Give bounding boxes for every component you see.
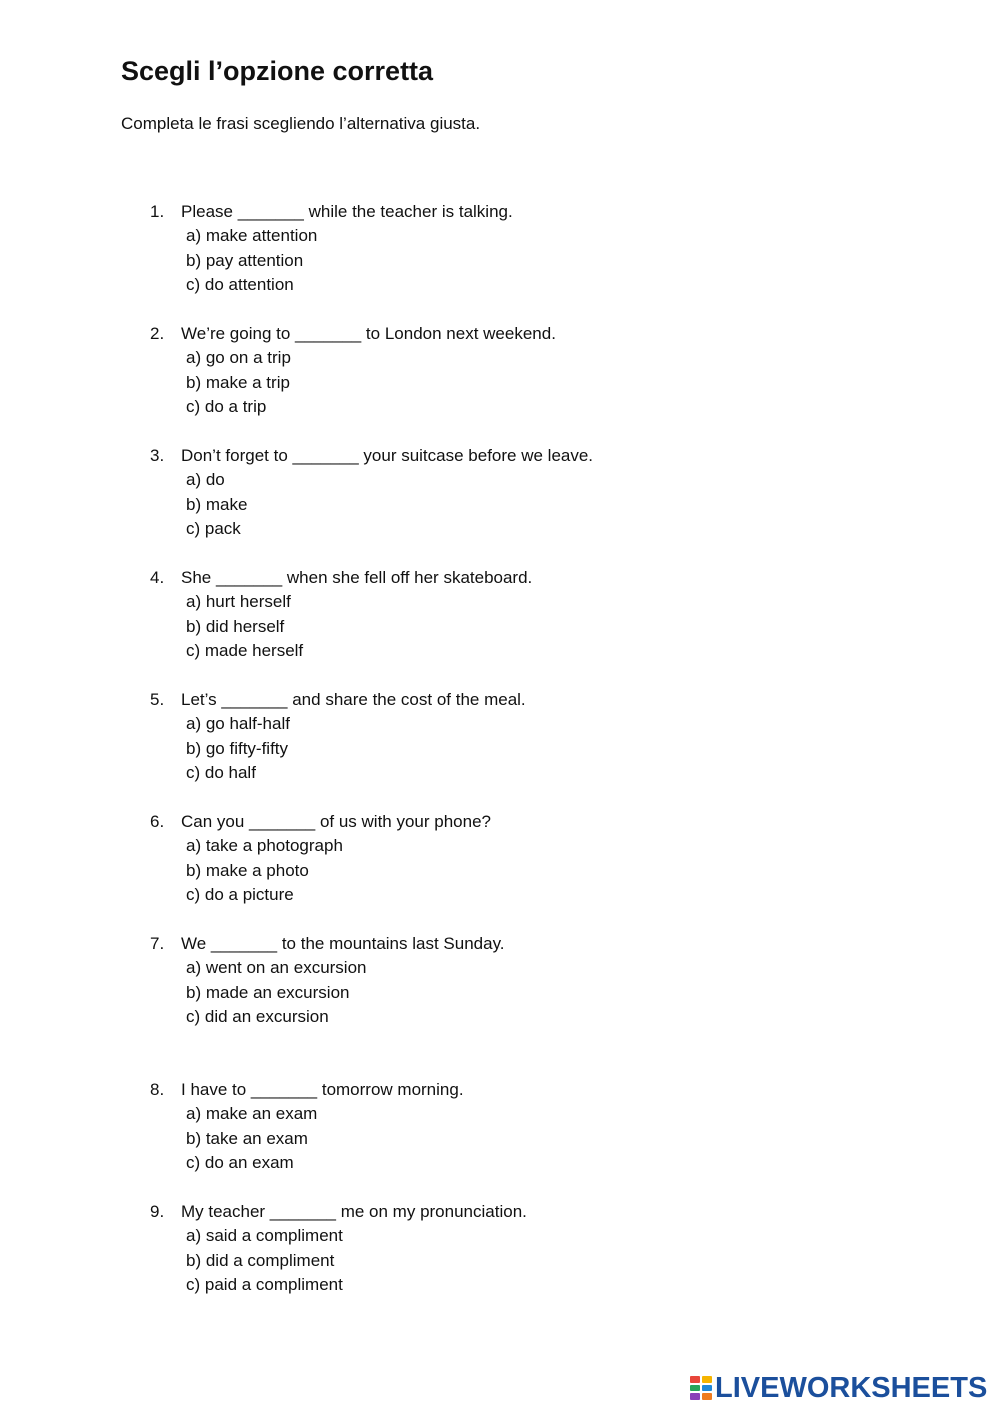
question-item: [150, 688, 850, 785]
question-item: [150, 1200, 850, 1297]
question-text: Please _______ while the teacher is talking.: [181, 202, 513, 221]
question-text: Let’s _______ and share the cost of the meal.: [181, 690, 526, 709]
question-item: [150, 1078, 850, 1175]
question-item: [150, 444, 850, 541]
logo-square: [702, 1385, 712, 1392]
question-text: We’re going to _______ to London next weekend.: [181, 324, 556, 343]
option-c: c) do half: [186, 762, 256, 782]
question-item: [150, 810, 850, 907]
question-number: 6.: [150, 812, 165, 831]
question-item: [150, 200, 850, 297]
option-b: b) make: [186, 494, 248, 514]
question-item: [150, 322, 850, 419]
instructions-text: Completa le frasi scegliendo l’alternativa giusta.: [121, 114, 481, 133]
option-b: b) pay attention: [186, 250, 304, 270]
question-number: 9.: [150, 1202, 165, 1221]
logo-square: [702, 1376, 712, 1383]
option-c: c) do a picture: [186, 884, 294, 904]
option-c: c) paid a compliment: [186, 1274, 343, 1294]
option-b: b) go fifty-fifty: [186, 738, 289, 758]
option-a: a) went on an excursion: [186, 958, 367, 978]
option-a: a) do: [186, 470, 225, 490]
question-number: 8.: [150, 1080, 165, 1099]
question-number: 2.: [150, 324, 165, 343]
brand-text: LIVEWORKSHEETS: [715, 1372, 988, 1404]
option-a: a) go half-half: [186, 714, 290, 734]
option-b: b) make a trip: [186, 372, 290, 392]
option-a: a) make attention: [186, 226, 318, 246]
question-item: [150, 566, 850, 663]
option-a: a) go on a trip: [186, 348, 291, 368]
question-number: 7.: [150, 934, 165, 953]
question-item: [150, 932, 850, 1029]
option-b: b) did a compliment: [186, 1250, 335, 1270]
option-c: c) made herself: [186, 640, 304, 660]
option-b: b) make a photo: [186, 860, 309, 880]
page-title: Scegli l’opzione corretta: [121, 56, 434, 86]
option-c: c) do a trip: [186, 396, 267, 416]
question-text: Can you _______ of us with your phone?: [181, 812, 492, 831]
option-b: b) take an exam: [186, 1128, 308, 1148]
option-b: b) made an excursion: [186, 982, 350, 1002]
option-a: a) make an exam: [186, 1104, 318, 1124]
logo-square: [690, 1376, 700, 1383]
option-a: a) hurt herself: [186, 592, 291, 612]
question-number: 1.: [150, 202, 165, 221]
option-c: c) pack: [186, 518, 241, 538]
option-a: a) take a photograph: [186, 836, 343, 856]
question-text: I have to _______ tomorrow morning.: [181, 1080, 464, 1099]
logo-square: [690, 1393, 700, 1400]
question-text: My teacher _______ me on my pronunciation.: [181, 1202, 527, 1221]
option-c: c) do an exam: [186, 1152, 294, 1172]
question-number: 3.: [150, 446, 165, 465]
option-c: c) do attention: [186, 274, 294, 294]
logo-square: [690, 1385, 700, 1392]
option-c: c) did an excursion: [186, 1006, 329, 1026]
liveworksheets-logo-icon: [690, 1376, 712, 1400]
question-text: She _______ when she fell off her skateboard.: [181, 568, 533, 587]
question-number: 5.: [150, 690, 165, 709]
question-number: 4.: [150, 568, 165, 587]
liveworksheets-brand[interactable]: [690, 1372, 987, 1404]
logo-square: [702, 1393, 712, 1400]
question-text: We _______ to the mountains last Sunday.: [181, 934, 505, 953]
option-b: b) did herself: [186, 616, 285, 636]
question-text: Don’t forget to _______ your suitcase before we leave.: [181, 446, 594, 465]
option-a: a) said a compliment: [186, 1226, 343, 1246]
